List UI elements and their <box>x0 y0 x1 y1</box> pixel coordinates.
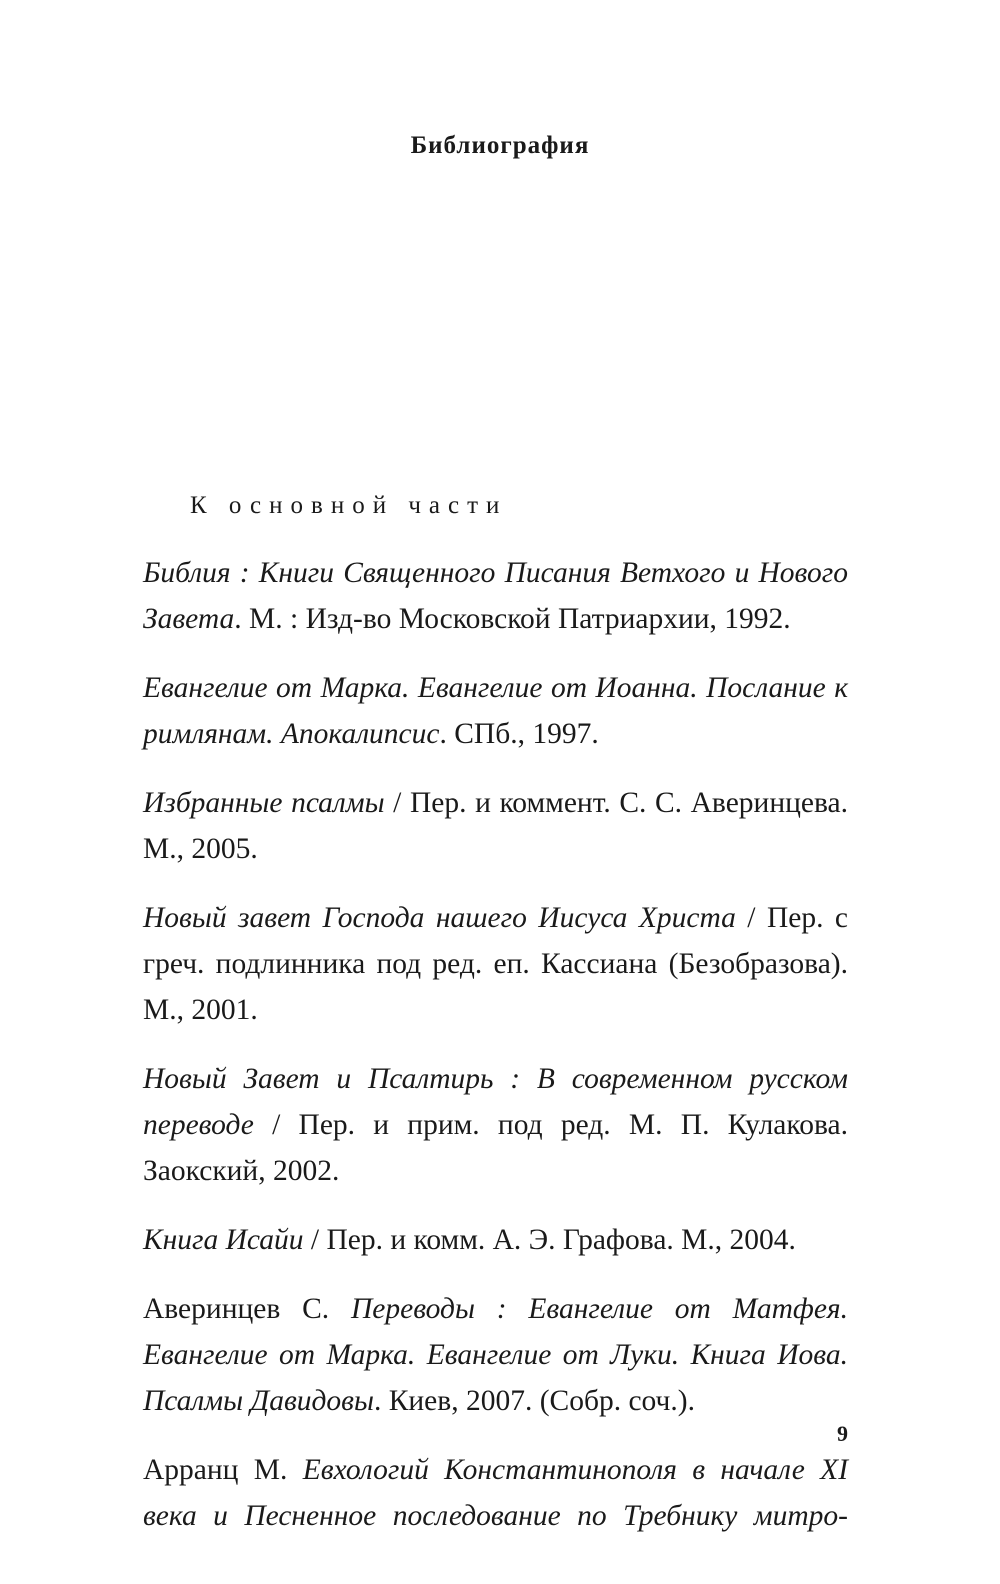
bibliography-entry <box>143 1056 848 1194</box>
entry-title: Новый Завет и Псалтирь : В современном русском переводе <box>143 1063 848 1141</box>
page-number: 9 <box>837 1421 848 1446</box>
section-heading: К основной части <box>190 492 508 519</box>
bibliography-list <box>143 550 848 1562</box>
entry-details: . М. : Изд-во Московской Патриархии, 1992. <box>234 603 791 635</box>
entry-author: Арранц М. <box>143 1454 288 1486</box>
bibliography-entry <box>143 1217 848 1263</box>
entry-title: Новый завет Господа нашего Иисуса Христа <box>143 902 736 934</box>
entry-title: Библия : Книги Священного Писания Ветхого и Нового Завета <box>143 557 848 635</box>
bibliography-entry <box>143 1286 848 1424</box>
entry-title: Евангелие от Марка. Евангелие от Иоанна. Послание к римлянам. Апокалипсис <box>143 672 848 750</box>
page-title: Библиография <box>410 132 590 159</box>
entry-author: Аверинцев С. <box>143 1293 330 1325</box>
bibliography-entry <box>143 1447 848 1539</box>
bibliography-entry <box>143 665 848 757</box>
entry-title: Переводы : Евангелие от Матфея. Евангелие от Марка. Евангелие от Луки. Книга Иова. Псалмы Давидовы <box>143 1293 849 1417</box>
entry-details: . Киев, 2007. (Собр. соч.). <box>373 1385 695 1417</box>
entry-title: Евхологий Константинополя в начале XI века и Песненное последование по Требнику митро- <box>143 1454 849 1532</box>
entry-title: Книга Исайи <box>143 1224 304 1256</box>
entry-details: / Пер. с греч. подлинника под ред. еп. Кассиана (Безобразова). М., 2001. <box>143 902 848 1026</box>
entry-title: Избранные псалмы <box>143 787 385 819</box>
bibliography-entry <box>143 780 848 872</box>
entry-details: . СПб., 1997. <box>439 718 599 750</box>
entry-details: / Пер. и коммент. С. С. Аверинцева. М., 2005. <box>143 787 848 865</box>
entry-details: / Пер. и комм. А. Э. Графова. М., 2004. <box>303 1224 796 1256</box>
entry-details: / Пер. и прим. под ред. М. П. Кулакова. Заокский, 2002. <box>143 1109 848 1187</box>
bibliography-entry <box>143 550 848 642</box>
bibliography-entry <box>143 895 848 1033</box>
